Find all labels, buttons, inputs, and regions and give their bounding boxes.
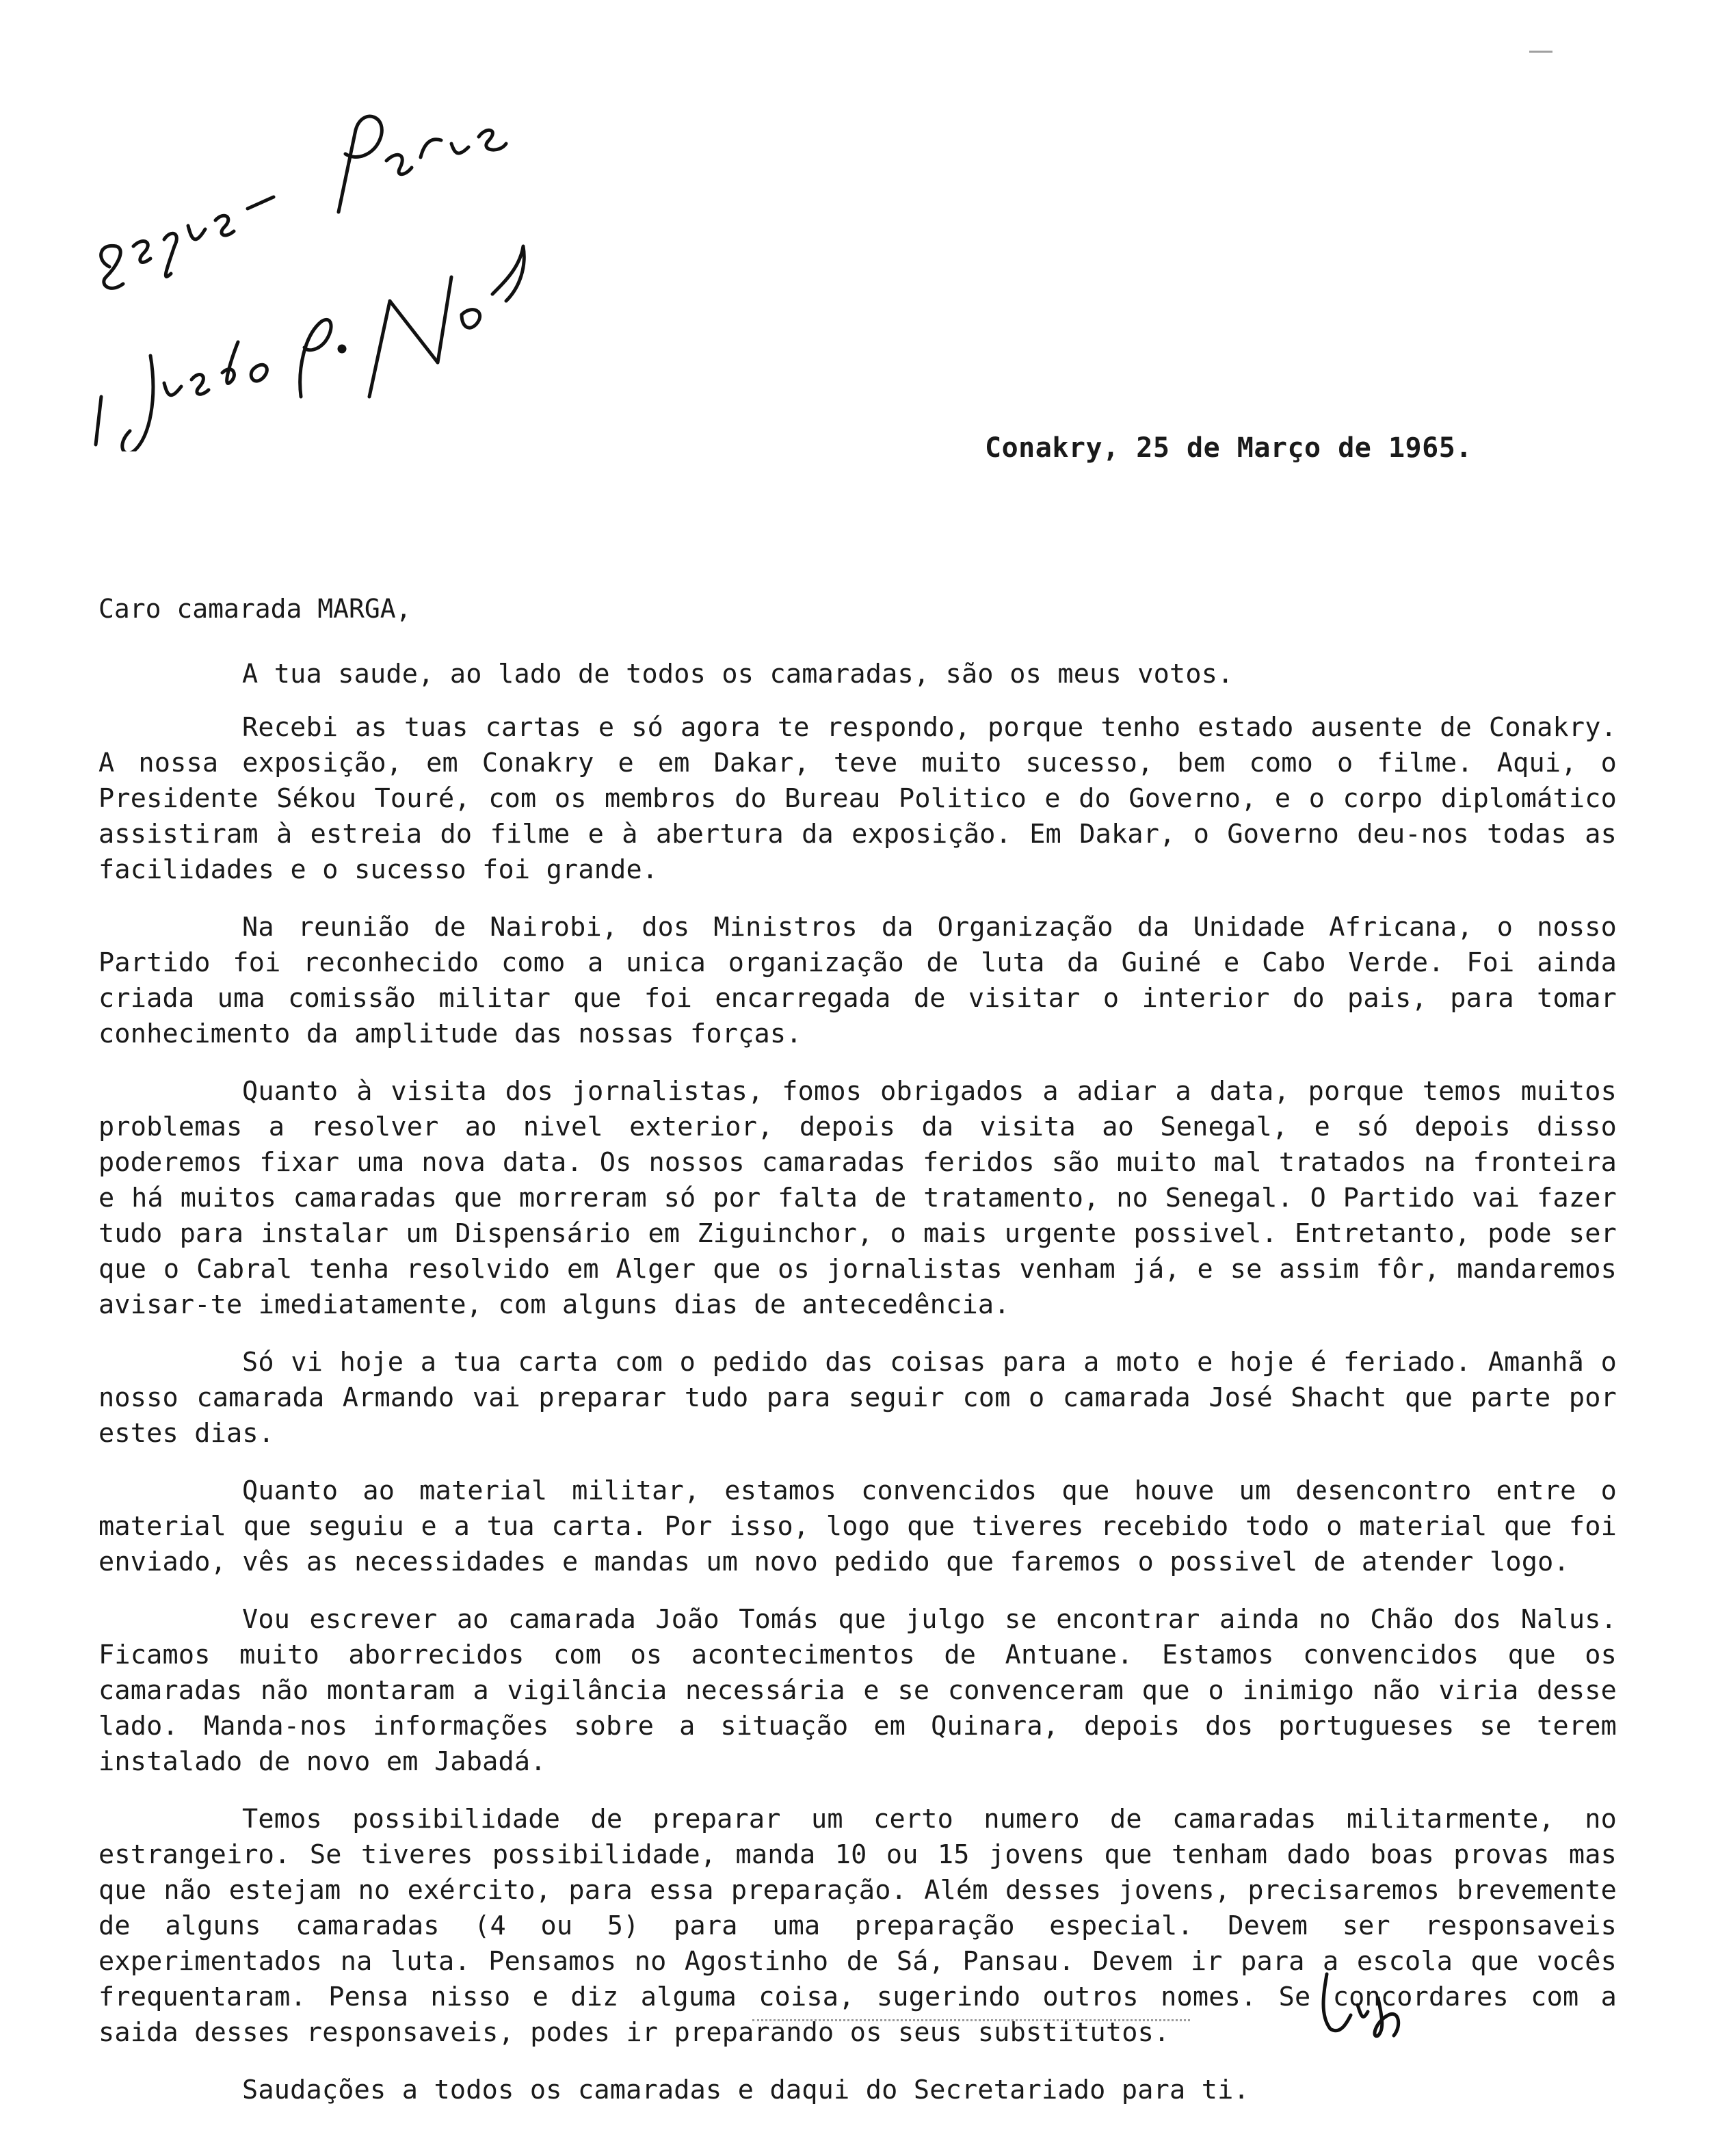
signature-drawing (1313, 1967, 1409, 2042)
paragraph: Na reunião de Nairobi, dos Ministros da Organização da Unidade Africana, o nosso Partido foi reconhecido como a unica organização de luta da Guiné e Cabo Verde. Foi ainda criada uma comissão militar que foi encarregada de visitar o interior do pais, para tomar conhecimento da amplitude das nossas forças. (98, 912, 1617, 1049)
signature (1313, 1967, 1409, 2042)
paragraph: Só vi hoje a tua carta com o pedido das coisas para a moto e hoje é feriado. Amanhã o nosso camarada Armando vai preparar tudo para seguir com o camarada José Shacht que parte por estes dias. (98, 1347, 1617, 1449)
date-line: Conakry, 25 de Março de 1965. (985, 432, 1472, 464)
paragraph: Quanto ao material militar, estamos convencidos que houve um desencontro entre o material que seguiu e a tua carta. Por isso, logo que tiveres recebido todo o material que foi enviado, vês as necessidades e mandas um novo pedido que faremos o possivel de atender logo. (98, 1475, 1617, 1577)
paragraph: Vou escrever ao camarada João Tomás que julgo se encontrar ainda no Chão dos Nalus. Ficamos muito aborrecidos com os acontecimentos de Antuane. Estamos convencidos que os camaradas não montaram a vigilância necessária e se convenceram que o inimigo não viria desse lado. Manda-nos informações sobre a situação em Quinara, depois dos portugueses se terem instalado de novo em Jabadá. (98, 1604, 1617, 1777)
corner-mark (1529, 51, 1552, 53)
paragraph: Temos possibilidade de preparar um certo numero de camaradas militarmente, no estrangeiro. Se tiveres possibilidade, manda 10 ou 15 jovens que tenham dado boas provas mas que não estejam no exército, para essa preparação. Além desses jovens, precisaremos brevemente de alguns camaradas (4 ou 5) para uma preparação especial. Devem ser responsaveis experimentados na luta. Pensamos no Agostinho de Sá, Pansau. Devem ir para a escola que vocês frequentaram. Pensa nisso e diz alguma coisa, sugerindo outros nomes. Se concordares com a saida desses responsaveis, podes ir preparando os seus substitutos. (98, 1804, 1617, 2048)
letter-body (98, 657, 1617, 2108)
paragraph: Quanto à visita dos jornalistas, fomos obrigados a adiar a data, porque temos muitos problemas a resolver ao nivel exterior, depois da visita ao Senegal, e só depois disso poderemos fixar uma nova data. Os nossos camaradas feridos são muito mal tratados na fronteira e há muitos camaradas que morreram só por falta de tratamento, no Senegal. O Partido vai fazer tudo para instalar um Dispensário em Ziguinchor, o mais urgente possivel. Entretanto, pode ser que o Cabral tenha resolvido em Alger que os jornalistas venham já, e se assim fôr, mandaremos avisar-te imediatamente, com alguns dias de antecedência. (98, 1076, 1617, 1320)
salutation: Caro camarada MARGA, (98, 594, 412, 624)
handwritten-annotation (68, 41, 533, 451)
faint-typed-line (752, 2019, 1190, 2028)
paragraph: A tua saude, ao lado de todos os camaradas, são os meus votos. (242, 659, 1234, 689)
paragraph: Recebi as tuas cartas e só agora te respondo, porque tenho estado ausente de Conakry. A nossa exposição, em Conakry e em Dakar, teve muito sucesso, bem como o filme. Aqui, o Presidente Sékou Touré, com os membros do Bureau Politico e do Governo, e o corpo diplomático assistiram à estreia do filme e à abertura da exposição. Em Dakar, o Governo deu-nos todas as facilidades e o sucesso foi grande. (98, 712, 1617, 885)
handwritten-annotation-drawing (68, 41, 533, 451)
closing-line: Saudações a todos os camaradas e daqui do Secretariado para ti. (242, 2075, 1250, 2105)
